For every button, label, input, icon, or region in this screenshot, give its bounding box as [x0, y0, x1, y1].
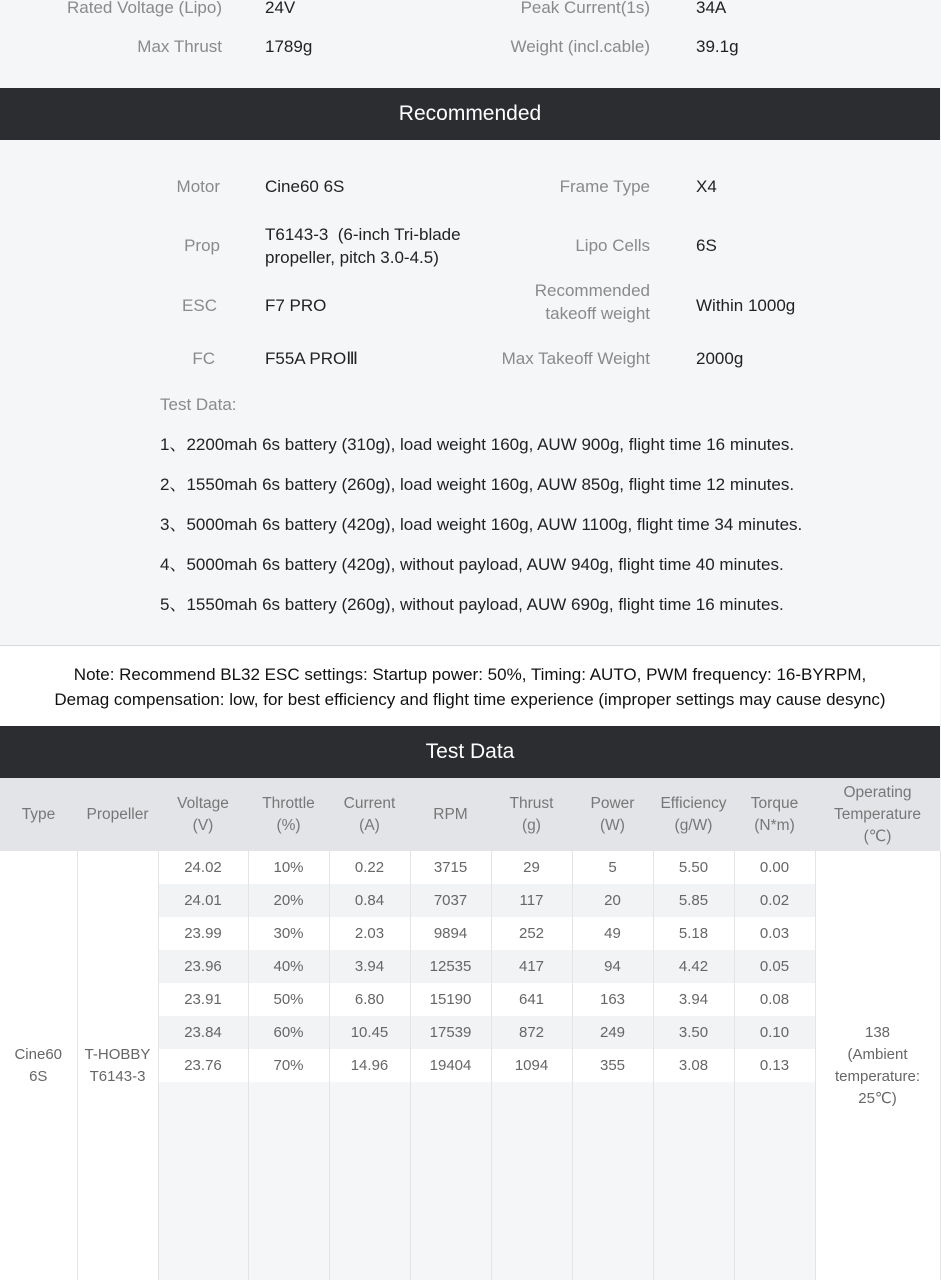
- table-cell-empty: [653, 1082, 734, 1115]
- column-header: [77, 778, 158, 851]
- propeller-cell-text: T6143-3: [89, 1067, 146, 1085]
- table-cell: 17539: [410, 1016, 491, 1049]
- recommended-section: [0, 140, 940, 646]
- table-cell-empty: [653, 1247, 734, 1280]
- table-cell: 163: [572, 983, 653, 1016]
- table-cell: 0.08: [734, 983, 815, 1016]
- test-item: 2、1550mah 6s battery (260g), load weight 160g, AUW 850g, flight time 12 minutes.: [160, 475, 795, 494]
- temperature-cell: [815, 851, 940, 1280]
- table-cell: 23.96: [158, 950, 248, 983]
- table-cell-empty: [248, 1181, 329, 1214]
- rec-value-prop-line1: T6143-3 (6-inch Tri-blade: [265, 225, 461, 244]
- column-header-text: Propeller: [86, 805, 149, 823]
- spec-value: 39.1g: [696, 37, 739, 56]
- table-cell: 0.84: [329, 884, 410, 917]
- table-cell-empty: [158, 1082, 248, 1115]
- table-cell: 1094: [491, 1049, 572, 1082]
- table-cell-empty: [653, 1214, 734, 1247]
- spec-label: Rated Voltage (Lipo): [67, 0, 222, 17]
- table-cell-empty: [734, 1247, 815, 1280]
- column-header-text: (N*m): [754, 816, 795, 834]
- table-cell-empty: [734, 1115, 815, 1148]
- table-cell: 249: [572, 1016, 653, 1049]
- rec-label-takeoff-line2: takeoff weight: [545, 304, 650, 323]
- test-item: 4、5000mah 6s battery (420g), without payload, AUW 940g, flight time 40 minutes.: [160, 555, 784, 574]
- table-cell-empty: [653, 1148, 734, 1181]
- table-cell: 872: [491, 1016, 572, 1049]
- temperature-cell-text: (Ambient: [847, 1045, 908, 1063]
- table-cell: 23.91: [158, 983, 248, 1016]
- table-cell-empty: [158, 1181, 248, 1214]
- table-cell-empty: [248, 1148, 329, 1181]
- table-cell: 49: [572, 917, 653, 950]
- table-cell: 19404: [410, 1049, 491, 1082]
- table-cell-empty: [572, 1082, 653, 1115]
- table-cell-empty: [248, 1115, 329, 1148]
- note-line1: Note: Recommend BL32 ESC settings: Startup power: 50%, Timing: AUTO, PWM frequency: 16-BYRPM,: [73, 665, 867, 684]
- spec-label: Peak Current(1s): [520, 0, 650, 17]
- table-cell-empty: [653, 1181, 734, 1214]
- table-cell-empty: [329, 1148, 410, 1181]
- rec-value-fc: F55A PROⅢ: [265, 349, 358, 368]
- rec-value-lipo: 6S: [696, 236, 717, 255]
- table-cell-empty: [329, 1181, 410, 1214]
- table-cell: 70%: [248, 1049, 329, 1082]
- table-cell-empty: [734, 1082, 815, 1115]
- table-cell-empty: [329, 1247, 410, 1280]
- rec-label-fc: FC: [192, 349, 215, 368]
- table-cell: 3.94: [329, 950, 410, 983]
- column-header-text: (g/W): [674, 816, 713, 834]
- table-cell: 5.85: [653, 884, 734, 917]
- rec-label-takeoff-line1: Recommended: [534, 281, 650, 300]
- rec-label-prop: Prop: [184, 236, 220, 255]
- table-cell-empty: [491, 1181, 572, 1214]
- table-cell-empty: [734, 1214, 815, 1247]
- table-cell: 12535: [410, 950, 491, 983]
- table-cell: 50%: [248, 983, 329, 1016]
- column-header-text: RPM: [433, 805, 468, 823]
- rec-value-takeoff: Within 1000g: [696, 296, 796, 315]
- table-cell: 20: [572, 884, 653, 917]
- column-header-text: (A): [359, 816, 380, 834]
- table-cell-empty: [410, 1082, 491, 1115]
- table-cell: 23.84: [158, 1016, 248, 1049]
- test-data-header: Test Data: [0, 726, 940, 778]
- temperature-cell-text: temperature:: [834, 1067, 921, 1085]
- esc-settings-note: [0, 646, 940, 726]
- table-cell: 15190: [410, 983, 491, 1016]
- table-cell-empty: [572, 1181, 653, 1214]
- rec-label-motor: Motor: [176, 177, 220, 196]
- column-header: [815, 778, 940, 851]
- column-header-text: Efficiency: [660, 794, 727, 812]
- table-cell: 355: [572, 1049, 653, 1082]
- table-cell: 417: [491, 950, 572, 983]
- table-cell: 24.02: [158, 851, 248, 884]
- table-cell-empty: [410, 1214, 491, 1247]
- column-header: [734, 778, 815, 851]
- table-cell: 3715: [410, 851, 491, 884]
- test-item: 5、1550mah 6s battery (260g), without payload, AUW 690g, flight time 16 minutes.: [160, 595, 784, 614]
- table-cell: 5: [572, 851, 653, 884]
- table-cell: 0.22: [329, 851, 410, 884]
- table-cell: 252: [491, 917, 572, 950]
- table-cell-empty: [491, 1115, 572, 1148]
- table-cell: 23.99: [158, 917, 248, 950]
- column-header-text: (V): [192, 816, 214, 834]
- table-cell-empty: [158, 1148, 248, 1181]
- table-cell: 23.76: [158, 1049, 248, 1082]
- table-cell-empty: [491, 1148, 572, 1181]
- column-header: [653, 778, 734, 851]
- column-header-text: Current: [343, 794, 396, 812]
- column-header-text: Temperature: [833, 805, 921, 823]
- table-cell-empty: [491, 1082, 572, 1115]
- propeller-cell-text: T-HOBBY: [84, 1045, 151, 1063]
- column-header-text: Operating: [843, 783, 912, 801]
- rec-value-prop-line2: propeller, pitch 3.0-4.5): [265, 248, 439, 267]
- column-header-text: Type: [21, 805, 56, 823]
- table-body: [0, 851, 940, 1280]
- rec-label-lipo: Lipo Cells: [575, 236, 650, 255]
- table-cell: 0.03: [734, 917, 815, 950]
- table-cell-empty: [491, 1214, 572, 1247]
- table-cell-empty: [329, 1082, 410, 1115]
- table-cell-empty: [572, 1214, 653, 1247]
- table-cell: 7037: [410, 884, 491, 917]
- propeller-cell: [77, 851, 158, 1280]
- table-cell: 0.00: [734, 851, 815, 884]
- rec-value-max-takeoff: 2000g: [696, 349, 744, 368]
- column-header-text: Throttle: [262, 794, 315, 812]
- table-cell: 3.50: [653, 1016, 734, 1049]
- column-header: [491, 778, 572, 851]
- table-cell: 0.10: [734, 1016, 815, 1049]
- type-cell: [0, 851, 77, 1280]
- column-header-text: Torque: [750, 794, 799, 812]
- table-cell-empty: [410, 1247, 491, 1280]
- table-cell: 94: [572, 950, 653, 983]
- table-cell-empty: [248, 1082, 329, 1115]
- table-cell: 20%: [248, 884, 329, 917]
- table-cell-empty: [491, 1247, 572, 1280]
- table-cell-empty: [572, 1148, 653, 1181]
- table-cell-empty: [410, 1181, 491, 1214]
- rec-label-max-takeoff: Max Takeoff Weight: [501, 349, 650, 368]
- table-cell: 60%: [248, 1016, 329, 1049]
- table-cell: 10.45: [329, 1016, 410, 1049]
- table-header-row: [0, 778, 940, 851]
- table-cell: 0.05: [734, 950, 815, 983]
- table-cell: 10%: [248, 851, 329, 884]
- temperature-cell-text: 138: [864, 1023, 891, 1041]
- table-cell: 117: [491, 884, 572, 917]
- table-cell: 5.18: [653, 917, 734, 950]
- column-header-text: Power: [590, 794, 635, 812]
- table-cell-empty: [158, 1247, 248, 1280]
- table-cell: 0.02: [734, 884, 815, 917]
- table-cell-empty: [329, 1214, 410, 1247]
- table-cell: 9894: [410, 917, 491, 950]
- table-cell-empty: [734, 1148, 815, 1181]
- type-cell-text: 6S: [29, 1067, 48, 1085]
- test-data-table-wrap: [0, 778, 940, 1107]
- test-item: 1、2200mah 6s battery (310g), load weight 160g, AUW 900g, flight time 16 minutes.: [160, 435, 795, 454]
- test-item: 3、5000mah 6s battery (420g), load weight 160g, AUW 1100g, flight time 34 minutes.: [160, 515, 803, 534]
- column-header-text: (W): [600, 816, 625, 834]
- rec-label-frame: Frame Type: [559, 177, 650, 196]
- column-header-text: (g): [522, 816, 541, 834]
- table-cell-empty: [410, 1148, 491, 1181]
- rec-value-frame: X4: [696, 177, 717, 196]
- table-cell: 3.94: [653, 983, 734, 1016]
- table-cell: 40%: [248, 950, 329, 983]
- table-cell: 641: [491, 983, 572, 1016]
- spec-label: Max Thrust: [137, 37, 222, 56]
- column-header: [158, 778, 248, 851]
- spec-value: 24V: [265, 0, 296, 17]
- table-cell-empty: [158, 1214, 248, 1247]
- table-cell-empty: [410, 1115, 491, 1148]
- column-header-text: Voltage: [177, 794, 229, 812]
- column-header-text: (%): [276, 816, 301, 834]
- table-row: [0, 851, 940, 884]
- table-cell: 6.80: [329, 983, 410, 1016]
- rec-value-esc: F7 PRO: [265, 296, 327, 315]
- table-cell-empty: [158, 1115, 248, 1148]
- table-cell: 3.08: [653, 1049, 734, 1082]
- column-header-text: Thrust: [509, 794, 554, 812]
- table-cell-empty: [734, 1181, 815, 1214]
- temperature-cell-text: 25℃): [858, 1089, 897, 1107]
- rec-label-esc: ESC: [182, 296, 217, 315]
- table-cell: 4.42: [653, 950, 734, 983]
- test-data-table: [0, 778, 941, 1280]
- spec-value: 1789g: [265, 37, 313, 56]
- test-data-title: Test Data:: [160, 395, 237, 414]
- spec-value: 34A: [696, 0, 727, 17]
- rec-value-motor: Cine60 6S: [265, 177, 345, 196]
- column-header: [329, 778, 410, 851]
- table-cell-empty: [572, 1115, 653, 1148]
- table-cell-empty: [572, 1247, 653, 1280]
- column-header: [248, 778, 329, 851]
- top-specs: [0, 0, 940, 88]
- table-cell: 0.13: [734, 1049, 815, 1082]
- note-line2: Demag compensation: low, for best efficiency and flight time experience (improper settings may cause desync): [54, 690, 886, 709]
- table-cell: 24.01: [158, 884, 248, 917]
- table-cell-empty: [248, 1214, 329, 1247]
- column-header: [410, 778, 491, 851]
- table-cell: 14.96: [329, 1049, 410, 1082]
- table-cell-empty: [329, 1115, 410, 1148]
- table-cell: 5.50: [653, 851, 734, 884]
- table-cell-empty: [248, 1247, 329, 1280]
- table-cell: 2.03: [329, 917, 410, 950]
- table-cell: 30%: [248, 917, 329, 950]
- table-cell-empty: [653, 1115, 734, 1148]
- type-cell-text: Cine60: [14, 1045, 63, 1063]
- spec-label: Weight (incl.cable): [510, 37, 650, 56]
- recommended-header: Recommended: [0, 88, 940, 140]
- column-header-text: (℃): [863, 827, 892, 845]
- column-header: [572, 778, 653, 851]
- column-header: [0, 778, 77, 851]
- table-cell: 29: [491, 851, 572, 884]
